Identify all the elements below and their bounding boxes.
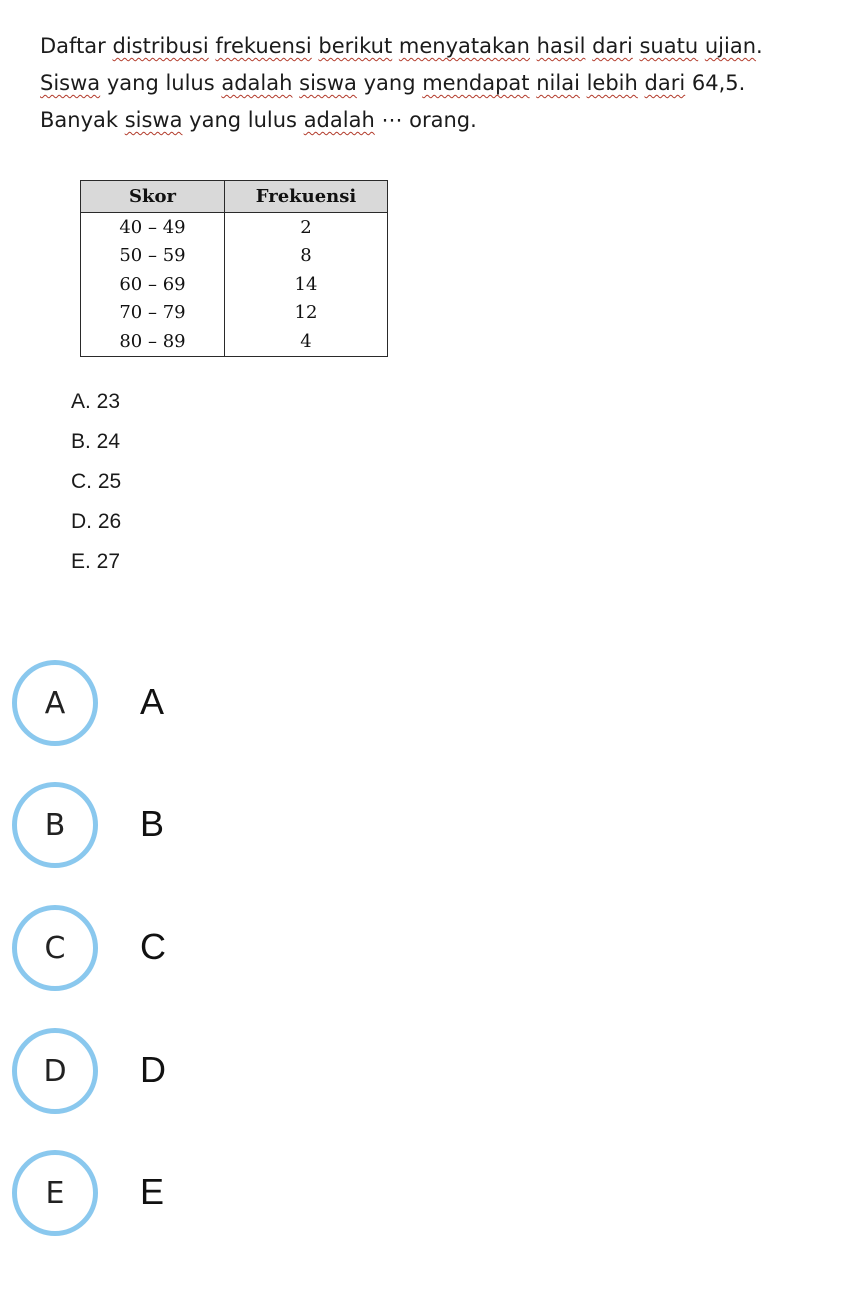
choice-bubble[interactable]: B xyxy=(12,782,98,868)
choice-label: D xyxy=(140,1049,166,1090)
question-text-segment: yang lulus xyxy=(182,108,304,132)
question-text-segment: Banyak xyxy=(40,108,125,132)
spellcheck-word: ujian xyxy=(704,34,757,58)
question-line-2 xyxy=(40,65,860,102)
cell-skor: 80 – 89 xyxy=(119,330,186,352)
cell-frekuensi: 14 xyxy=(225,270,388,299)
cell-skor: 50 – 59 xyxy=(119,245,186,267)
spellcheck-word: menyatakan xyxy=(398,34,530,58)
question-text-segment xyxy=(530,34,537,58)
spellcheck-word: adalah xyxy=(303,108,375,132)
choice-bubble[interactable]: C xyxy=(12,905,98,991)
spellcheck-word: berikut xyxy=(318,34,393,58)
spellcheck-word: siswa xyxy=(124,108,183,132)
spellcheck-word: distribusi xyxy=(112,34,209,58)
cell-frekuensi: 4 xyxy=(225,327,388,356)
spellcheck-word: hasil xyxy=(536,34,586,58)
option-item: D. 26 xyxy=(71,510,122,533)
choice-label: B xyxy=(140,803,165,844)
question-line-3 xyxy=(40,102,860,139)
question-text-segment: 64,5. xyxy=(685,71,746,95)
spellcheck-word: frekuensi xyxy=(215,34,312,58)
spellcheck-word: siswa xyxy=(299,71,357,95)
table-row xyxy=(81,213,388,242)
spellcheck-word: Siswa xyxy=(40,71,101,95)
option-item: B. 24 xyxy=(71,430,121,453)
choice-label: C xyxy=(140,926,166,967)
choice-label: E xyxy=(140,1171,165,1212)
spellcheck-word: suatu xyxy=(639,34,699,58)
option-item: C. 25 xyxy=(71,470,122,493)
cell-frekuensi: 2 xyxy=(225,213,388,242)
header-frekuensi: Frekuensi xyxy=(225,181,388,213)
cell-skor: 70 – 79 xyxy=(119,302,186,324)
question-text-segment: Daftar xyxy=(40,34,113,58)
choice-label: A xyxy=(140,681,165,722)
question-text-segment: . xyxy=(756,34,763,58)
spellcheck-word: adalah xyxy=(221,71,293,95)
cell-skor: 40 – 49 xyxy=(119,216,186,238)
option-item: A. 23 xyxy=(71,390,121,413)
question-text-segment: ⋯ orang. xyxy=(374,108,477,132)
cell-skor: 60 – 69 xyxy=(119,273,186,295)
choice-c-button[interactable] xyxy=(12,905,232,993)
spellcheck-word: nilai xyxy=(536,71,580,95)
choice-bubble[interactable]: A xyxy=(12,660,98,746)
question-text xyxy=(40,28,860,139)
choice-d-button[interactable] xyxy=(12,1028,232,1116)
options-list xyxy=(71,382,121,582)
cell-frekuensi: 12 xyxy=(225,299,388,328)
table-header-row xyxy=(81,181,388,213)
choice-b-button[interactable] xyxy=(12,782,232,870)
choice-a-button[interactable] xyxy=(12,660,232,748)
table-row xyxy=(81,270,388,299)
cell-frekuensi: 8 xyxy=(225,242,388,271)
table-row xyxy=(81,299,388,328)
question-text-segment xyxy=(580,71,587,95)
choice-e-button[interactable] xyxy=(12,1150,232,1238)
question-text-segment xyxy=(698,34,705,58)
option-item: E. 27 xyxy=(71,550,121,573)
header-skor: Skor xyxy=(81,181,225,213)
spellcheck-word: dari xyxy=(592,34,633,58)
table-row xyxy=(81,242,388,271)
spellcheck-word: mendapat xyxy=(422,71,530,95)
spellcheck-word: dari xyxy=(644,71,686,95)
choice-bubble[interactable]: E xyxy=(12,1150,98,1236)
frequency-table xyxy=(80,180,388,357)
question-text-segment: yang xyxy=(356,71,423,95)
choice-bubble[interactable]: D xyxy=(12,1028,98,1114)
question-text-segment: yang lulus xyxy=(100,71,222,95)
question-text-segment xyxy=(392,34,399,58)
spellcheck-word: lebih xyxy=(586,71,638,95)
table-row xyxy=(81,327,388,356)
question-line-1 xyxy=(40,28,860,65)
question-text-segment xyxy=(638,71,645,95)
